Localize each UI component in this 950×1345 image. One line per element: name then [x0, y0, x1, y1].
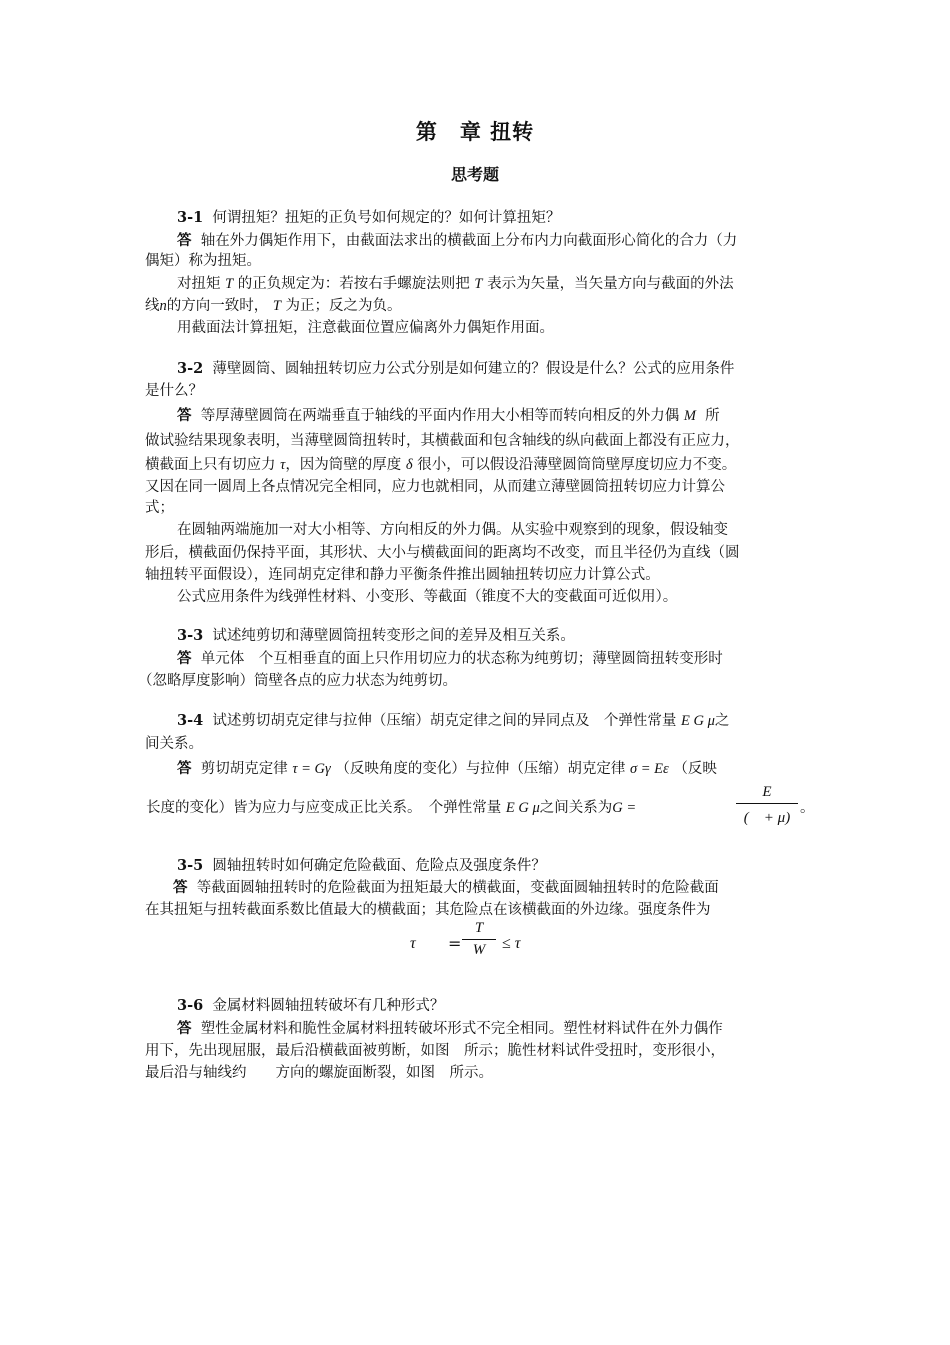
answer-text: 剪切胡克定律 — [200, 761, 288, 777]
strength-formula-eq: = — [448, 934, 462, 953]
answer-3-3-line-1 — [177, 649, 723, 669]
answer-3-1-line-3 — [177, 274, 734, 294]
elastic-constants: E G μ — [505, 800, 540, 816]
symbol-delta: δ — [405, 457, 413, 473]
formula-period: 。 — [800, 800, 815, 816]
question-text: 试述纯剪切和薄壁圆筒扭转变形之间的差异及相互关系。 — [212, 628, 575, 644]
answer-text: ，因为筒壁的厚度 — [285, 457, 402, 473]
fraction-denominator: ( + μ) — [743, 810, 791, 826]
strength-formula-rhs: ≤ τ — [502, 935, 521, 952]
question-text: 圆轴扭转时如何确定危险截面、危险点及强度条件？ — [212, 858, 546, 874]
answer-3-2-line-1 — [177, 406, 720, 426]
symbol-n: n — [159, 298, 167, 314]
answer-3-2-line-8: 轴扭转平面假设），连同胡克定律和静力平衡条件推出圆轴扭转切应力计算公式。 — [145, 567, 660, 583]
question-text: 金属材料圆轴扭转破坏有几种形式？ — [212, 998, 445, 1014]
answer-label: 答 — [177, 232, 192, 249]
answer-3-2-line-9: 公式应用条件为线弹性材料、小变形、等截面（锥度不大的变截面可近似用）。 — [177, 589, 678, 605]
strength-formula-lhs: τ — [410, 935, 416, 952]
shear-hooke-formula: τ = Gγ — [292, 761, 331, 777]
answer-text: 等厚薄壁圆筒在两端垂直于轴线的平面内作用大小相等而转向相反的外力偶 — [200, 408, 680, 424]
symbol-T: T — [272, 298, 281, 314]
answer-3-5-line-1 — [173, 878, 719, 898]
answer-text: 单元体 个互相垂直的面上只作用切应力的状态称为纯剪切；薄壁圆筒扭转变形时 — [200, 651, 723, 667]
section-subtitle: 思考题 — [450, 165, 499, 184]
question-3-3 — [177, 626, 575, 646]
question-3-2-line-1 — [177, 359, 734, 379]
fraction-numerator: E — [762, 784, 772, 800]
question-text: 试述剪切胡克定律与拉伸（压缩）胡克定律之间的异同点及 个弹性常量 — [212, 713, 677, 729]
fraction-bar — [462, 939, 496, 940]
answer-label: 答 — [177, 760, 192, 777]
answer-text: 为正；反之为负。 — [285, 298, 402, 314]
answer-3-2-line-4: 又因在同一圆周上各点情况完全相同，应力也就相同，从而建立薄壁圆筒扭转切应力计算公 — [145, 479, 725, 495]
answer-label: 答 — [173, 879, 188, 896]
question-3-2-line-2: 是什么？ — [145, 383, 203, 399]
symbol-T: T — [474, 276, 483, 292]
answer-3-5-line-2: 在其扭矩与扭转截面系数比值最大的横截面；其危险点在该横截面的外边缘。强度条件为 — [145, 902, 711, 918]
answer-text: 横截面上只有切应力 — [145, 457, 276, 473]
answer-3-1-line-2: 偶矩）称为扭矩。 — [145, 253, 261, 269]
answer-3-6-line-3: 最后沿与轴线约 方向的螺旋面断裂，如图 所示。 — [145, 1065, 493, 1081]
answer-text: 塑性金属材料和脆性金属材料扭转破坏形式不完全相同。塑性材料试件在外力偶作 — [200, 1021, 723, 1037]
question-3-4-line-2: 间关系。 — [145, 736, 203, 752]
question-number: 3-4 — [177, 712, 204, 729]
question-3-6 — [177, 996, 444, 1016]
answer-text: （反映 — [673, 761, 717, 777]
answer-3-2-line-5: 式； — [145, 500, 174, 516]
question-number: 3-1 — [177, 209, 204, 226]
answer-text: 等截面圆轴扭转时的危险截面为扭矩最大的横截面，变截面圆轴扭转时的危险截面 — [196, 880, 719, 896]
question-number: 3-5 — [177, 857, 204, 874]
strength-formula-fraction — [462, 920, 496, 959]
answer-text: （反映角度的变化）与拉伸（压缩）胡克定律 — [335, 761, 626, 777]
question-number: 3-3 — [177, 627, 204, 644]
answer-3-6-line-2: 用下，先出现屈服，最后沿横截面被剪断，如图 所示；脆性材料试件受扭时，变形很小， — [145, 1043, 725, 1059]
question-text: 薄壁圆筒、圆轴扭转切应力公式分别是如何建立的？假设是什么？公式的应用条件 — [212, 361, 735, 377]
answer-3-1-line-5: 用截面法计算扭矩，注意截面位置应偏离外力偶矩作用面。 — [177, 320, 554, 336]
elastic-constants: E G μ — [681, 713, 715, 729]
answer-text: 对扭矩 — [177, 276, 221, 292]
answer-3-4-line-2 — [146, 798, 636, 818]
answer-3-1-line-1 — [177, 231, 737, 251]
answer-3-4-line-1 — [177, 759, 717, 779]
answer-text: 线 — [145, 298, 160, 314]
answer-3-1-line-4 — [145, 296, 402, 316]
answer-label: 答 — [177, 650, 192, 667]
answer-text: 之间关系为 — [539, 800, 613, 816]
question-text: 何谓扭矩？扭矩的正负号如何规定的？如何计算扭矩？ — [212, 210, 561, 226]
symbol-tau: τ — [280, 457, 286, 473]
answer-3-6-line-1 — [177, 1019, 723, 1039]
answer-3-3-line-2: （忽略厚度影响）筒壁各点的应力状态为纯剪切。 — [138, 673, 457, 689]
question-3-5 — [177, 856, 546, 876]
answer-3-2-line-7: 形后，横截面仍保持平面，其形状、大小与横截面间的距离均不改变，而且半径仍为直线（圆 — [145, 545, 740, 561]
answer-3-2-line-2: 做试验结果现象表明，当薄壁圆筒扭转时，其横截面和包含轴线的纵向截面上都没有正应力， — [145, 433, 740, 449]
question-3-4-line-1 — [177, 711, 729, 731]
question-number: 3-2 — [177, 360, 204, 377]
tension-hooke-formula: σ = Eε — [629, 761, 669, 777]
answer-text: 所 — [705, 408, 720, 424]
symbol-T: T — [225, 276, 234, 292]
fraction-bar — [736, 803, 798, 804]
question-3-1 — [177, 208, 560, 228]
answer-text: 长度的变化）皆为应力与应变成正比关系。 个弹性常量 — [146, 800, 502, 816]
answer-label: 答 — [177, 407, 192, 424]
answer-text: 很小，可以假设沿薄壁圆筒筒壁厚度切应力不变。 — [417, 457, 737, 473]
answer-text: 的正负规定为：若按右手螺旋法则把 — [237, 276, 470, 292]
answer-3-2-line-6: 在圆轴两端施加一对大小相等、方向相反的外力偶。从实验中观察到的现象，假设轴变 — [177, 522, 728, 538]
question-text: 之 — [714, 713, 730, 729]
question-number: 3-6 — [177, 997, 204, 1014]
chapter-title: 第 章 扭转 — [415, 120, 535, 144]
answer-label: 答 — [177, 1020, 192, 1037]
fraction-denominator: W — [472, 942, 486, 958]
fraction-numerator: T — [474, 920, 484, 936]
answer-3-2-line-3 — [145, 455, 736, 475]
formula-G-lhs: G = — [612, 800, 637, 816]
formula-G-fraction — [736, 784, 798, 827]
answer-text: 表示为矢量，当矢量方向与截面的外法 — [487, 276, 734, 292]
answer-text: 的方向一致时， — [166, 298, 269, 314]
symbol-M: M — [683, 408, 696, 424]
answer-text: 轴在外力偶矩作用下，由截面法求出的横截面上分布内力向截面形心简化的合力（力 — [200, 233, 738, 249]
